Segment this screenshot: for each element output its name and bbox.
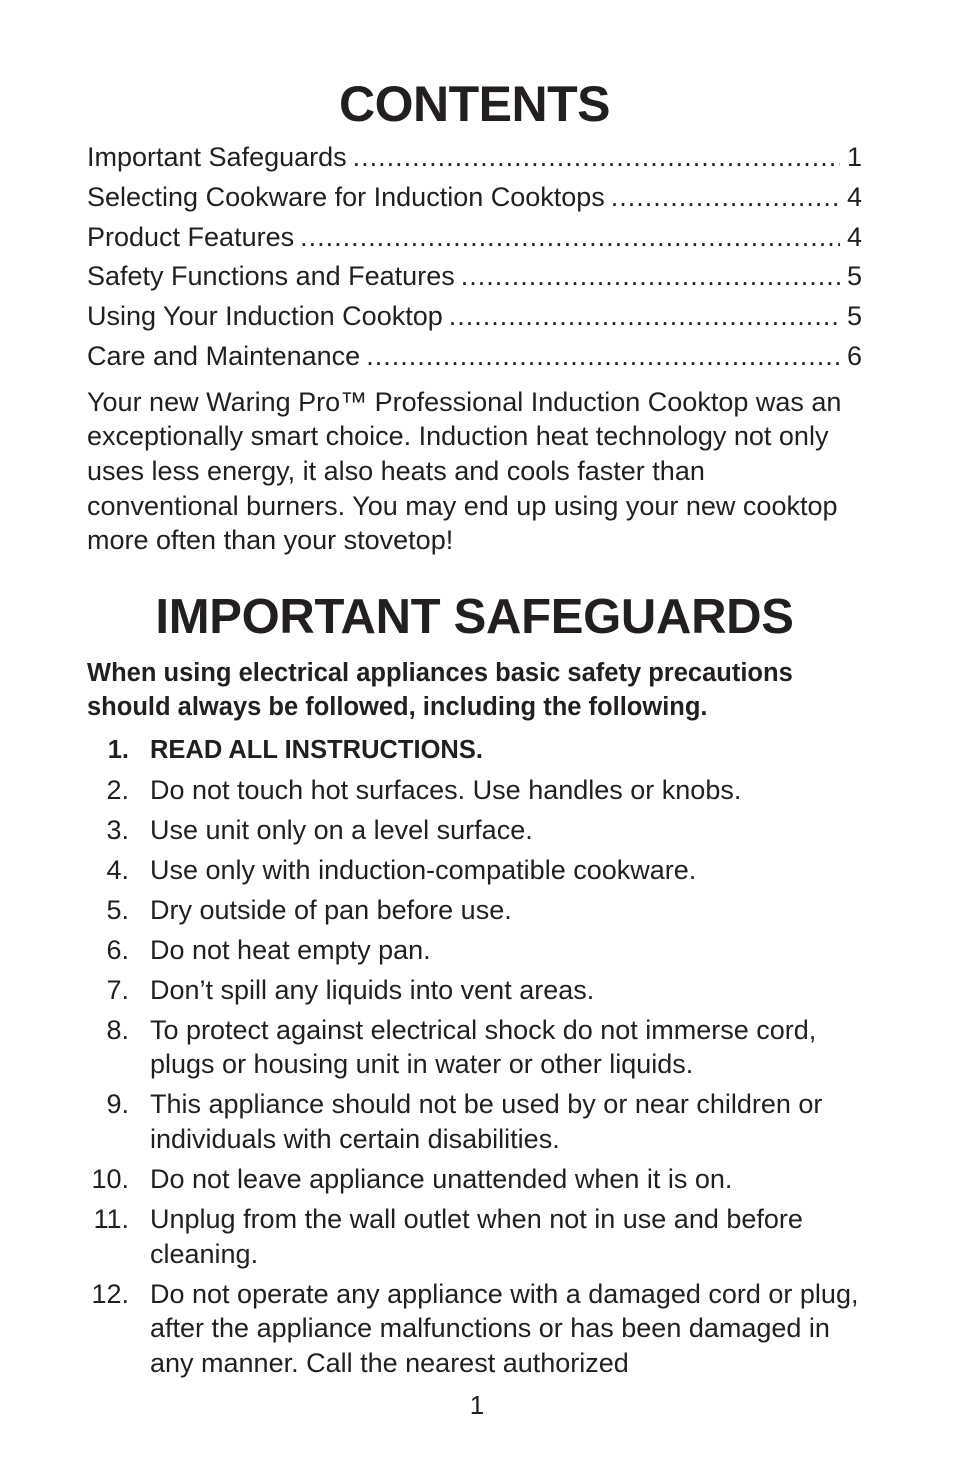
toc-entry	[87, 337, 862, 377]
list-item-number: 6.	[106, 934, 129, 965]
toc-entry-label: Care and Maintenance	[87, 340, 361, 371]
contents-heading: CONTENTS	[339, 76, 610, 132]
list-item-text: To protect against electrical shock do not immerse cord, plugs or housing unit in water or other liquids.	[150, 1014, 817, 1080]
toc-entry-page: 4	[846, 221, 862, 252]
toc-dot-leader	[449, 297, 840, 337]
toc-entry-page: 6	[846, 340, 862, 371]
toc-dot-leader	[353, 138, 840, 178]
list-item-number: 1.	[107, 735, 129, 764]
toc-dot-leader	[461, 257, 840, 297]
list-item	[87, 893, 862, 928]
toc-entry-label: Product Features	[87, 221, 295, 252]
toc-entry-label: Safety Functions and Features	[87, 261, 455, 292]
list-item-number: 4.	[106, 854, 129, 885]
list-item	[87, 1202, 862, 1271]
table-of-contents	[87, 138, 862, 377]
list-item	[87, 973, 862, 1008]
list-item	[87, 1013, 862, 1082]
list-item-number: 2.	[106, 774, 129, 805]
list-item-text: Use unit only on a level surface.	[150, 814, 533, 845]
list-item-text: Do not heat empty pan.	[150, 934, 431, 965]
list-item	[87, 773, 862, 808]
list-item-number: 12.	[91, 1278, 129, 1309]
list-item-text: Do not touch hot surfaces. Use handles or knobs.	[150, 774, 742, 805]
toc-entry	[87, 138, 862, 178]
list-item-text: This appliance should not be used by or near children or individuals with certain disabilities.	[150, 1089, 823, 1154]
toc-entry-label: Selecting Cookware for Induction Cooktops	[87, 181, 605, 212]
list-item-number: 9.	[106, 1089, 129, 1120]
list-item-number: 10.	[91, 1163, 129, 1194]
safeguards-heading: IMPORTANT SAFEGUARDS	[155, 589, 794, 644]
toc-dot-leader	[611, 178, 840, 218]
list-item-text: Do not operate any appliance with a damaged cord or plug, after the appliance malfunctions or has been damaged in any manner. Call the nearest authorized	[150, 1278, 859, 1378]
toc-entry-label: Using Your Induction Cooktop	[87, 301, 443, 332]
list-item-text: READ ALL INSTRUCTIONS.	[150, 735, 483, 764]
list-item	[87, 1277, 862, 1381]
toc-entry	[87, 257, 862, 297]
list-item-text: Dry outside of pan before use.	[150, 894, 512, 925]
toc-entry-page: 1	[846, 142, 862, 172]
toc-dot-leader	[300, 218, 840, 258]
list-item	[87, 813, 862, 848]
toc-dot-leader	[366, 337, 840, 377]
document-page	[87, 72, 862, 1386]
toc-entry-page: 5	[846, 261, 862, 292]
list-item-text: Don’t spill any liquids into vent areas.	[150, 974, 595, 1005]
toc-entry-label: Important Safeguards	[87, 142, 347, 172]
page-number: 1	[469, 1390, 485, 1420]
list-item	[87, 1087, 862, 1156]
list-item-number: 11.	[93, 1203, 129, 1234]
toc-entry	[87, 297, 862, 337]
toc-entry-page: 4	[846, 181, 862, 212]
list-item-number: 5.	[106, 894, 129, 925]
toc-entry-page: 5	[846, 301, 862, 332]
safeguards-list	[87, 733, 862, 1380]
list-item-number: 3.	[106, 814, 129, 845]
list-item-number: 8.	[106, 1014, 129, 1045]
list-item-text: Use only with induction-compatible cookware.	[150, 854, 697, 885]
list-item	[87, 733, 862, 768]
toc-entry	[87, 178, 862, 218]
list-item-text: Unplug from the wall outlet when not in use and before cleaning.	[150, 1203, 803, 1269]
list-item	[87, 853, 862, 888]
list-item	[87, 933, 862, 968]
toc-entry	[87, 218, 862, 258]
intro-paragraph: Your new Waring Pro™ Professional Induction Cooktop was an exceptionally smart choice. Induction heat technology not only uses less energy, it also heats and cools faster than conventional burners. You may end up using your new cooktop more often than your stovetop!	[87, 386, 842, 556]
list-item-number: 7.	[106, 974, 129, 1005]
list-item-text: Do not leave appliance unattended when it is on.	[150, 1163, 733, 1194]
safeguards-lead: When using electrical appliances basic safety precautions should always be followed, including the following.	[87, 658, 793, 722]
list-item	[87, 1162, 862, 1197]
